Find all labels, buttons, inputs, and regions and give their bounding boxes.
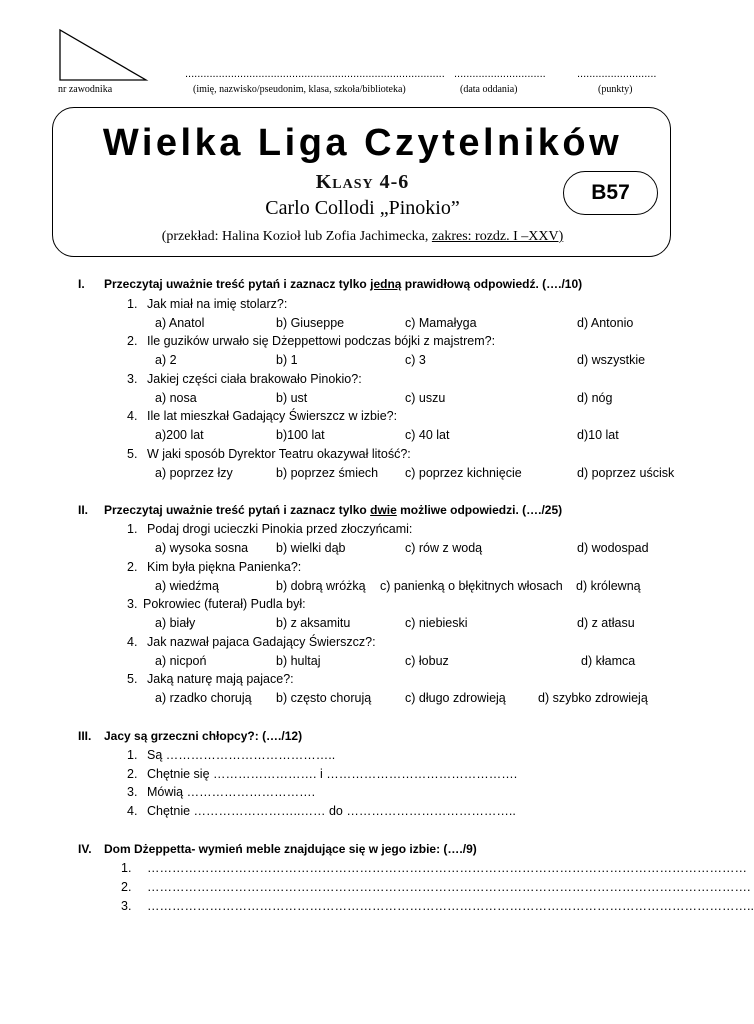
- heading-text: Przeczytaj uważnie treść pytań i zaznacz tylko: [104, 503, 371, 517]
- answer-option[interactable]: c) niebieski: [405, 616, 468, 630]
- date-dotted-line[interactable]: ..............................: [454, 68, 546, 80]
- answer-option[interactable]: a) rzadko chorują: [155, 691, 252, 705]
- heading-score: prawidłową odpowiedź. (…./10): [401, 277, 583, 291]
- fill-in-line[interactable]: Chętnie się ……………………. i ……………………………………….: [147, 767, 518, 781]
- answer-option[interactable]: c) łobuz: [405, 654, 449, 668]
- answer-option[interactable]: a) nicpoń: [155, 654, 207, 668]
- answer-option[interactable]: b) dobrą wróżką: [276, 579, 366, 593]
- line-number: 3.: [127, 785, 138, 799]
- answer-option[interactable]: d) wodospad: [577, 541, 649, 555]
- heading-emphasis: dwie: [370, 503, 397, 517]
- section-2-number: II.: [78, 503, 89, 517]
- question-number: 4.: [127, 409, 138, 423]
- label-name: (imię, nazwisko/pseudonim, klasa, szkoła/biblioteka): [193, 84, 406, 95]
- answer-option[interactable]: d) nóg: [577, 391, 613, 405]
- question-text: Kim była piękna Panienka?:: [147, 560, 302, 574]
- question-text: W jaki sposób Dyrektor Teatru okazywał litość?:: [147, 447, 411, 461]
- question-text: Ile guzików urwało się Dżeppettowi podczas bójki z majstrem?:: [147, 334, 496, 348]
- answer-option[interactable]: d)10 lat: [577, 428, 619, 442]
- answer-option[interactable]: b) z aksamitu: [276, 616, 351, 630]
- answer-option[interactable]: a) 2: [155, 353, 177, 367]
- label-date: (data oddania): [460, 84, 518, 95]
- answer-option[interactable]: a) wysoka sosna: [155, 541, 249, 555]
- question-number: 5.: [127, 672, 138, 686]
- question-text: Pokrowiec (futerał) Pudla był:: [143, 597, 306, 611]
- answer-option[interactable]: c) poprzez kichnięcie: [405, 466, 522, 480]
- fill-in-line[interactable]: Chętnie ……………………..…… do …………………………………..: [147, 804, 516, 818]
- answer-option[interactable]: d) kłamca: [581, 654, 636, 668]
- section-1-number: I.: [78, 277, 85, 291]
- section-2-heading: [104, 503, 562, 517]
- test-code: B57: [591, 181, 630, 204]
- fill-in-line[interactable]: ……………………………………………………………………………………………………………………………….: [147, 880, 751, 894]
- book-title: Carlo Collodi „Pinokio”: [265, 197, 460, 219]
- question-text: Ile lat mieszkał Gadający Świerszcz w izbie?:: [147, 409, 398, 423]
- question-number: 3.: [127, 597, 138, 611]
- translation-text: (przekład: Halina Kozioł lub Zofia Jachimecka,: [161, 229, 432, 244]
- points-dotted-line[interactable]: ..........................: [577, 68, 657, 80]
- answer-option[interactable]: b) poprzez śmiech: [276, 466, 379, 480]
- line-number: 4.: [127, 804, 138, 818]
- name-dotted-line[interactable]: .....................................................................................: [185, 68, 445, 80]
- label-participant-number: nr zawodnika: [58, 84, 113, 95]
- question-number: 2.: [127, 334, 138, 348]
- question-text: Jaką naturę mają pajace?:: [147, 672, 294, 686]
- participant-number-triangle[interactable]: [58, 28, 148, 82]
- answer-option[interactable]: d) szybko zdrowieją: [538, 691, 648, 705]
- answer-option[interactable]: a) Anatol: [155, 316, 205, 330]
- question-number: 4.: [127, 635, 138, 649]
- fill-in-line[interactable]: ………………………………………………………………………………………………………………………………..: [147, 899, 754, 913]
- answer-option[interactable]: a) nosa: [155, 391, 197, 405]
- scope-text: zakres: rozdz. I –XXV): [431, 229, 564, 244]
- answer-option[interactable]: b) ust: [276, 391, 308, 405]
- section-4-number: IV.: [78, 842, 92, 856]
- answer-option[interactable]: d) wszystkie: [577, 353, 646, 367]
- line-number: 1.: [121, 861, 132, 875]
- question-number: 1.: [127, 522, 138, 536]
- page-title: Wielka Liga Czytelników: [102, 122, 623, 164]
- line-number: 2.: [121, 880, 132, 894]
- answer-option[interactable]: b) hultaj: [276, 654, 321, 668]
- question-text: Jak miał na imię stolarz?:: [147, 297, 288, 311]
- answer-option[interactable]: b) często chorują: [276, 691, 372, 705]
- section-3-heading: Jacy są grzeczni chłopcy?: (…./12): [104, 729, 303, 743]
- answer-option[interactable]: c) 40 lat: [405, 428, 450, 442]
- fill-in-line[interactable]: ………………………………………………………………………………………………………………………………: [147, 861, 747, 875]
- answer-option[interactable]: c) uszu: [405, 391, 446, 405]
- question-number: 1.: [127, 297, 138, 311]
- question-text: Jakiej części ciała brakowało Pinokio?:: [147, 372, 362, 386]
- heading-emphasis: jedną: [370, 277, 402, 291]
- test-code-badge: [563, 171, 658, 215]
- answer-option[interactable]: a) biały: [155, 616, 196, 630]
- answer-option[interactable]: b) 1: [276, 353, 298, 367]
- line-number: 1.: [127, 748, 138, 762]
- answer-option[interactable]: d) królewną: [576, 579, 641, 593]
- translation-info: [0, 229, 725, 245]
- answer-option[interactable]: c) panienką o błękitnych włosach: [380, 579, 563, 593]
- label-points: (punkty): [598, 84, 633, 95]
- fill-in-line[interactable]: Są …………………………………..: [147, 748, 336, 762]
- answer-option[interactable]: a) wiedźmą: [155, 579, 219, 593]
- answer-option[interactable]: b) wielki dąb: [276, 541, 346, 555]
- section-3-number: III.: [78, 729, 92, 743]
- question-number: 3.: [127, 372, 138, 386]
- class-range: Klasy 4-6: [315, 171, 410, 193]
- heading-text: Przeczytaj uważnie treść pytań i zaznacz tylko: [104, 277, 371, 291]
- answer-option[interactable]: a) poprzez łzy: [155, 466, 233, 480]
- section-1-heading: [104, 277, 582, 291]
- answer-option[interactable]: d) z atłasu: [577, 616, 635, 630]
- answer-option[interactable]: c) długo zdrowieją: [405, 691, 506, 705]
- line-number: 2.: [127, 767, 138, 781]
- question-number: 2.: [127, 560, 138, 574]
- line-number: 3.: [121, 899, 132, 913]
- question-number: 5.: [127, 447, 138, 461]
- answer-option[interactable]: b)100 lat: [276, 428, 325, 442]
- question-text: Jak nazwał pajaca Gadający Świerszcz?:: [147, 635, 376, 649]
- fill-in-line[interactable]: Mówią ………………………….: [147, 785, 316, 799]
- section-4-heading: Dom Dżeppetta- wymień meble znajdujące się w jego izbie: (…./9): [104, 842, 477, 856]
- heading-score: możliwe odpowiedzi. (…./25): [396, 503, 563, 517]
- question-text: Podaj drogi ucieczki Pinokia przed złoczyńcami:: [147, 522, 413, 536]
- answer-option[interactable]: b) Giuseppe: [276, 316, 345, 330]
- answer-option[interactable]: d) poprzez uścisk: [577, 466, 675, 480]
- answer-option[interactable]: c) Mamałyga: [405, 316, 477, 330]
- answer-option[interactable]: d) Antonio: [577, 316, 634, 330]
- answer-option[interactable]: a)200 lat: [155, 428, 204, 442]
- answer-option[interactable]: c) 3: [405, 353, 426, 367]
- answer-option[interactable]: c) rów z wodą: [405, 541, 483, 555]
